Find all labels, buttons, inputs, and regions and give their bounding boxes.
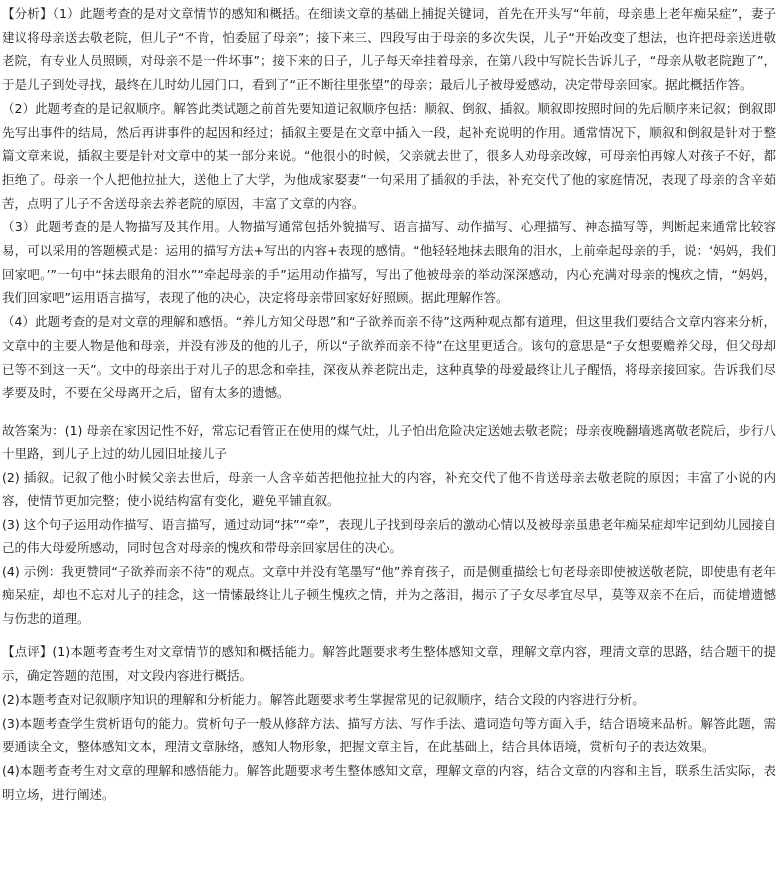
analysis-paragraph-2: （2）此题考查的是记叙顺序。解答此类试题之前首先要知道记叙顺序包括：顺叙、倒叙、插叙。顺叙即按照时间的先后顺序来记叙；倒叙即先写出事件的结局，然后再讲事件的起因和经过；插叙主要是在文章中插入一段，起补充说明的作用。通常情况下，顺叙和倒叙是针对于整篇文章来说，插叙主要是针对文章中的某一部分来说。“他很小的时候，父亲就去世了，很多人劝母亲改嫁，可母亲怕再嫁人对孩子不好，都拒绝了。母亲一个人把他拉扯大，送他上了大学，为他成家娶妻”一句采用了插叙的手法，补充交代了他的家庭情况，表现了母亲的含辛茹苦，点明了儿子不舍送母亲去养老院的原因，丰富了文章的内容。 <box>2 100 776 211</box>
answer-paragraph-1: 故答案为：(1) 母亲在家因记性不好，常忘记看管正在使用的煤气灶，儿子怕出危险决定送她去敬老院；母亲夜晚翻墙逃离敬老院后，步行八十里路，到儿子上过的幼儿园旧址接儿子 <box>2 422 776 462</box>
review-paragraph-1: 【点评】(1)本题考查考生对文章情节的感知和概括能力。解答此题要求考生整体感知文章，理解文章内容，理清文章的思路，结合题干的提示，确定答题的范围，对文段内容进行概括。 <box>2 644 776 684</box>
analysis-paragraph-3: （3）此题考查的是人物描写及其作用。人物描写通常包括外貌描写、语言描写、动作描写、心理描写、神态描写等，判断起来通常比较容易，可以采用的答题模式是：运用的描写方法+写出的内容+表现的感情。“他轻轻地抹去眼角的泪水，上前牵起母亲的手，说：‘妈妈，我们回家吧。’”一句中“抹去眼角的泪水”“牵起母亲的手”运用动作描写，写出了他被母亲的举动深深感动，内心充满对母亲的愧疚之情，“妈妈，我们回家吧”运用语言描写，表现了他的决心，决定将母亲带回家好好照顾。据此理解作答。 <box>2 219 776 306</box>
answer-section <box>2 419 776 631</box>
answer-paragraph-2: (2) 插叙。记叙了他小时候父亲去世后，母亲一人含辛茹苦把他拉扯大的内容，补充交代了他不肯送母亲去敬老院的原因；丰富了小说的内容，使情节更加完整；使小说结构富有变化，避免平铺直叙。 <box>2 469 776 509</box>
review-paragraph-2: (2)本题考查对记叙顺序知识的理解和分析能力。解答此题要求考生掌握常见的记叙顺序，结合文段的内容进行分析。 <box>2 691 645 707</box>
answer-paragraph-3: (3) 这个句子运用动作描写、语言描写，通过动词“抹”“牵”，表现儿子找到母亲后的激动心情以及被母亲虽患老年痴呆症却牢记到幼儿园接自己的伟大母爱所感动，同时包含对母亲的愧疚和带母亲回家居住的决心。 <box>2 516 776 556</box>
analysis-section <box>2 2 776 405</box>
review-paragraph-4: (4)本题考查考生对文章的理解和感悟能力。解答此题要求考生整体感知文章，理解文章的内容，结合文章的内容和主旨，联系生活实际，表明立场，进行阐述。 <box>2 762 776 802</box>
analysis-paragraph-4: （4）此题考查的是对文章的理解和感悟。“养儿方知父母恩”和“子欲养而亲不待”这两种观点都有道理，但这里我们要结合文章内容来分析，文章中的主要人物是他和母亲，并没有涉及的他的儿子，所以“子欲养而亲不待”在这里更适合。该句的意思是“子女想要赡养父母，但父母却已等不到这一天”。文中的母亲出于对儿子的思念和牵挂，深夜从养老院出走，这种真挚的母爱最终让儿子醒悟，将母亲接回家。告诉我们尽孝要及时，不要在父母离开之后，留有太多的遗憾。 <box>2 314 776 401</box>
answer-paragraph-4: (4) 示例：我更赞同“子欲养而亲不待”的观点。文章中并没有笔墨写“他”养育孩子，而是侧重描绘七旬老母亲即使被送敬老院，即使患有老年痴呆症，却也不忘对儿子的挂念，这一情愫最终让儿子顿生愧疚之情，并为之落泪，揭示了子女尽孝宜尽早，莫等双亲不在后，而徒增遗憾与伤悲的道理。 <box>2 563 776 626</box>
review-paragraph-3: (3)本题考查学生赏析语句的能力。赏析句子一般从修辞方法、描写方法、写作手法、遣词造句等方面入手，结合语境来品析。解答此题，需要通读全文，整体感知文本，理清文章脉络，感知人物形象，把握文章主旨，在此基础上，结合具体语境，赏析句子的表达效果。 <box>2 715 776 755</box>
analysis-paragraph-1: 【分析】（1）此题考查的是对文章情节的感知和概括。在细读文章的基础上捕捉关键词，首先在开头写“年前，母亲患上老年痴呆症”，妻子建议将母亲送去敬老院，但儿子“不肯，怕委屈了母亲”；接下来三、四段写由于母亲的多次失误，儿子“开始改变了想法，也许把母亲送进敬老院，有专业人员照顾，对母亲不是一件坏事”；接下来的日子，儿子每天牵挂着母亲，在第八段中写院长告诉儿子，“母亲从敬老院跑了”，于是儿子到处寻找，最终在儿时幼儿园门口，看到了“正不断往里张望”的母亲；最后儿子被母爱感动，决定带母亲回家。据此概括作答。 <box>2 6 776 93</box>
review-section <box>2 640 776 806</box>
